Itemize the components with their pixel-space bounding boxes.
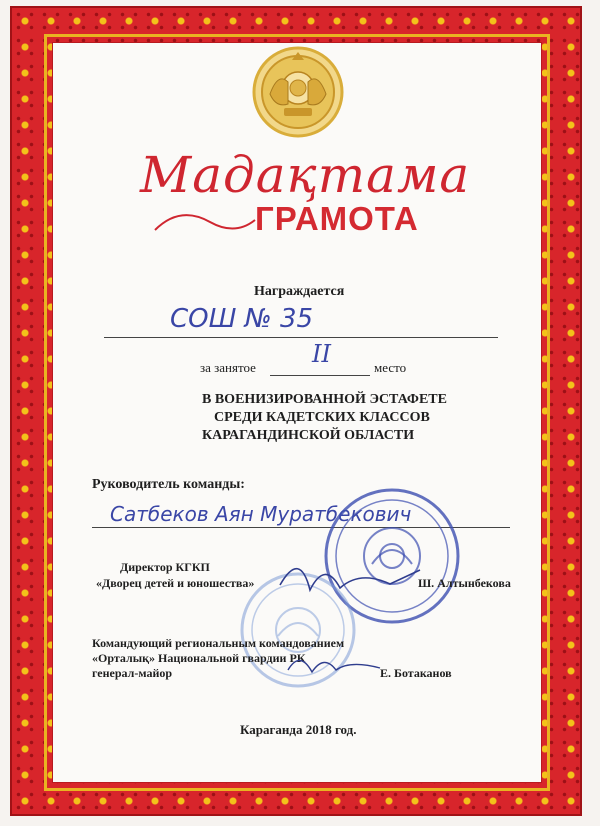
event-line-3: КАРАГАНДИНСКОЙ ОБЛАСТИ: [202, 428, 415, 443]
signer2-title-line1: Командующий региональным командованием: [92, 636, 345, 650]
awarded-label: Награждается: [254, 284, 345, 299]
signer2-title-line3: генерал-майор: [92, 666, 173, 680]
signer1-title-line1: Директор КГКП: [120, 560, 210, 574]
place-prefix: за занятое: [200, 360, 256, 375]
place-suffix: место: [374, 360, 407, 375]
awardee-underline: [104, 337, 498, 338]
place-value: II: [312, 340, 331, 368]
signature-2-icon: [280, 630, 390, 690]
event-line-2: СРЕДИ КАДЕТСКИХ КЛАССОВ: [214, 410, 430, 425]
team-leader-label: Руководитель команды:: [92, 477, 245, 492]
title-swirl-decoration: [150, 200, 260, 240]
certificate-title-kazakh: Мадақтама: [140, 146, 471, 204]
awardee-name: СОШ № 35: [170, 304, 314, 334]
team-leader-name: Сатбеков Аян Муратбекович: [110, 502, 412, 526]
signer2-title-line2: «Орталық» Национальной гвардии РК: [92, 651, 306, 665]
signature-1-icon: [270, 540, 430, 610]
place-and-year: Караганда 2018 год.: [240, 722, 357, 737]
signer1-name: Ш. Алтынбекова: [418, 576, 511, 590]
signer2-name: Е. Ботаканов: [380, 666, 452, 680]
event-line-1: В ВОЕНИЗИРОВАННОЙ ЭСТАФЕТЕ: [202, 392, 447, 407]
certificate-title-russian: ГРАМОТА: [255, 200, 419, 237]
place-underline: [270, 375, 370, 376]
signer1-title-line2: «Дворец детей и юношества»: [96, 576, 255, 590]
kazakhstan-emblem-icon: [248, 42, 348, 142]
